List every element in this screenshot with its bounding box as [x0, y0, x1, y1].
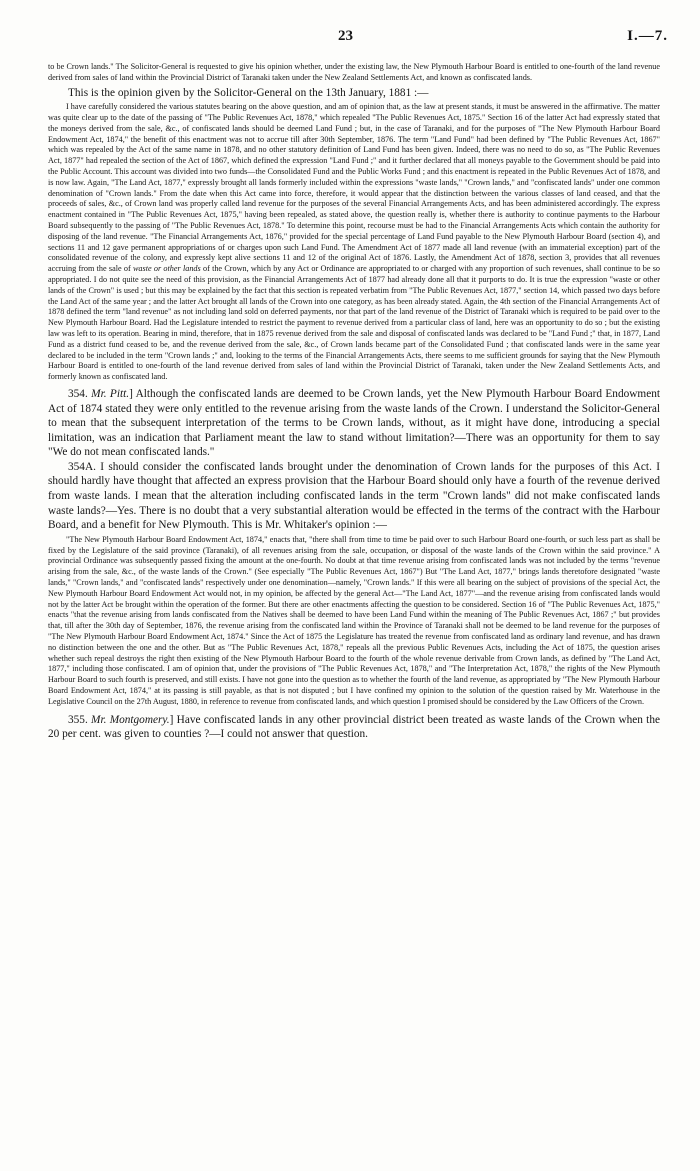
- question-number: 354.: [68, 387, 88, 400]
- question-354a: [48, 460, 660, 533]
- question-text: Have confiscated lands in any other provincial district been treated as waste lands of the Crown when the 20 per cent. was given to counties ?—I could not answer that question.: [48, 713, 660, 741]
- page-header: [48, 28, 668, 62]
- opinion-italic-phrase: waste or other lands: [132, 264, 201, 274]
- question-speaker: Mr. Pitt.: [91, 387, 130, 400]
- whitaker-opinion: "The New Plymouth Harbour Board Endowment Act, 1874," enacts that, "there shall from time to time be paid over to such Harbour Board one-fourth, or such less part as shall be fixed by the Legislature of the said province (Taranaki), of all revenues arising from the sale, occupation, or disposal of the waste lands of the Crown within the said province." A provincial Ordinance was subsequently passed fixing the amount at the one-fourth. No doubt at that time revenue arising from confiscated lands was not included by the terms "revenue arising from the sale, &c., of the waste lands of the Crown." (See especially "The Public Revenues Act, 1867") But "The Land Act, 1877," brings lands theretofore designated "waste lands," "Crown lands," and "confiscated lands" respectively under one denomination—namely, "Crown lands." If this were all bearing on the subject of provisions of the special Act, the New Plymouth Harbour Board Endowment Act would not, in my opinion, be affected by the general Act—"The Land Act, 1877"—and the revenue arising from confiscated lands would not by the latter Act be brought within the operation of the former. But there are other enactments affecting the question to be considered. Section 16 of "The Public Revenues Act, 1875," enacts "that the revenue arising from lands confiscated from the Natives shall be deemed to have been Land Fund within the meaning of The Public Revenues Act, 1867 ;" but provides that, till after the 30th day of September, 1876, the revenue arising from the confiscated land within the Province of Taranaki shall not be deemed to be land revenue for the purposes of "The New Plymouth Harbour Board Endowment Act, 1874." Since the Act of 1875 the Legislature has treated the revenue from confiscated land as ordinary land revenue, and has drawn no distinction between the one and the other. But as "The Public Revenues Act, 1878," repeals all the previous Public Revenues Acts, including the Act of 1875, the question arises whether such repeal destroys the right then existing of the New Plymouth Harbour Board to the fourth of the whole revenue derivable from Crown lands, as defined by "The Land Act, 1877," including those confiscated. I am of opinion that, under the provisions of "The Public Revenues Act, 1878," and "The Interpretation Act, 1878," the rights of the New Plymouth Harbour Board to such fourth is preserved, and still exists. I have not gone into the question as to whether the fourth of the land revenue, as appropriated by "The New Plymouth Harbour Board Endowment Act, 1874," at its passing is still payable, as that is not disputed ; but I have confined my opinion to the solution of the question raised by Mr. Waterhouse in the Legislative Council on the 27th August, 1880, in reference to revenue from confiscated lands, and which question I promised should be considered by the Law Officers of the Crown.: [48, 534, 660, 706]
- opinion-text-part-1: I have carefully considered the various statutes bearing on the above question, and am of opinion that, as the law at present stands, it must be answered in the affirmative. The matter was quite clear up to the date of the passing of "The Public Revenues Act, 1878," which repealed "The Public Revenues Act, 1875." Section 16 of the latter Act had expressly stated that the moneys derived from the sale, &c., of confiscated lands should be deemed Land Fund ; but, in the case of Taranaki, and for the purposes of "The New Plymouth Harbour Board Endowment Act, 1874," the benefit of this enactment was not to accrue till after 30th September, 1876. The term "Land Fund" had been defined by "The Public Revenues Act, 1867" which was repealed by the Act of the same name in 1878, and no other statutory definition of Land Fund has been given. Indeed, there was no need to do so, as "The Public Revenues Act, 1877" had repealed the section of the Act of 1867, which defined the expression "Land Fund ;" and it further declared that all moneys payable to the Government should be paid into the Public Account. This account was divided into two funds—the Consolidated Fund and the Public Works Fund ; and this enactment is repeated in the Public Revenues Act of 1878, and is now law. Again, "The Land Act, 1877," expressly brought all lands formerly included within the expressions "waste lands," "Crown lands," and "confiscated lands" under one common denomination of "Crown lands." From the date when this Act came into force, therefore, it would appear that the distinction between the various classes of land ceased, and that the proceeds of sales, &c., of Crown land was properly called land revenue for the purposes of the several Financial Arrangements Acts, and has been administered accordingly. The express enactment contained in "The Public Revenues Act, 1875," having been repealed, as stated above, the question really is, whether there is authority to continue payments to the Harbour Board subsequently to the passing of "The Public Revenues Act, 1878." To determine this point, recourse must be had to the Financial Arrangements Acts which contain the authority for disposing of the land revenue. "The Financial Arrangements Act, 1876," provided for the special percentage of Land Fund payable to the New Plymouth Harbour Board (section 4), and sections 11 and 12 gave permanent appropriations of or charges upon such Land Fund. The Amendment Act of 1877 made all land revenue (with an immaterial exception) part of the consolidated revenue of the colony, and expressly kept alive sections 11 and 12 of the original Act of 1876. Lastly, the Amendment Act of 1878, section 3, provides that all revenues accruing from the sale of: [48, 102, 660, 274]
- page-number: 23: [338, 28, 353, 44]
- question-number: 355.: [68, 713, 88, 726]
- question-speaker: Mr. Montgomery.: [91, 713, 170, 726]
- opinion-intro: This is the opinion given by the Solicitor-General on the 13th January, 1881 :—: [68, 86, 429, 99]
- document-page: [48, 28, 668, 742]
- question-text: Although the confiscated lands are deemed to be Crown lands, yet the New Plymouth Harbour Board Endowment Act of 1874 stated they were only entitled to the revenue arising from the waste lands of the Crown. I understand the Solicitor-General to mean that the subsequent interpretation of the terms to be Crown lands, without, as it might have done, introducing a special limitation, was an indication that Parliament meant the law to stand without limitation?—There was an opportunity for them to say "We do not mean confiscated lands.": [48, 387, 660, 459]
- question-354: 354. Mr. Pitt.] Although the confiscated lands are deemed to be Crown lands, yet the New Plymouth Harbour Board Endowment Act of 1874 stated they were only entitled to the revenue arising from the waste lands of the Crown. I understand the Solicitor-General to mean that the subsequent interpretation of the terms to be Crown lands, without, as it might have done, introducing a special limitation, was an indication that Parliament meant the law to stand without limitation?—There was an opportunity for them to say "We do not mean confiscated lands.": [48, 387, 660, 459]
- question-355: 355. Mr. Montgomery.] Have confiscated lands in any other provincial district been treated as waste lands of the Crown when the 20 per cent. was given to counties ?—I could not answer that question.: [48, 713, 660, 741]
- question-text: I should consider the confiscated lands brought under the denomination of Crown lands for the purposes of this Act. I should hardly have thought that affected an express provision that the Harbour Board should only have a fourth of the revenue derived from waste lands. I mean that the alteration including confiscated lands in the term "Crown lands" did not make confiscated lands waste lands?—Yes. There is no doubt that a very substantial alteration would be effected in the terms of the contract with the Harbour Board, and a benefit for New Plymouth. This is Mr. Whitaker's opinion :—: [48, 460, 660, 532]
- opinion-text-part-2: of the Crown, which by any Act or Ordinance are appropriated to or charged with any proportion of such revenues, shall continue to be so appropriated. I do not quite see the need of this provision, as the Financial Arrangements Act of 1877 had already done all that it purports to do. It is true the expression "waste or other lands of the Crown" is used ; but this may be explained by the fact that this section is repeated verbatim from "The Public Revenues Act, 1877," section 14, which passed two days before the Land Act of the same year ; and the latter Act brought all lands of the Crown into one category, as has been already stated. Again, the 4th section of the Financial Arrangements Act of 1878 defined the term "land revenue" as not including land sold on deferred payments, nor that part of the land revenue of the District of Taranaki which is required to be paid over to the New Plymouth Harbour Board. Had the Legislature intended to restrict the payment to revenue derived from a particular class of land, here was an opportunity to do so ; but the existing law was left to its operation. Bearing in mind, therefore, that in 1875 revenue derived from the sale and disposal of confiscated lands was declared to be "Land Fund ;" that, in 1877, Land Fund as a district fund ceased to be, and the revenue derived from the sale, &c., of Crown lands became part of the Consolidated Fund ; that confiscated lands were in the same year declared to be included in the term "Crown lands ;" and, looking to the terms of the Financial Arrangements Acts, there seems to me sufficient grounds for saying that the New Plymouth Harbour Board is entitled to one-fourth of the land revenue derived from sales of land within the Provincial District of Taranaki, taken under the New Zealand Settlements Acts, and formerly known as confiscated land.: [48, 264, 660, 382]
- document-reference: I.—7.: [627, 28, 668, 44]
- solicitor-general-opinion: [48, 102, 660, 383]
- continued-paragraph: to be Crown lands." The Solicitor-General is requested to give his opinion whether, under the existing law, the New Plymouth Harbour Board is entitled to one-fourth of the land revenue derived from sales of land within the Provincial District of Taranaki taken under the New Zealand Settlements Act, and known as confiscated lands.: [48, 62, 660, 82]
- question-number: 354A.: [68, 460, 96, 473]
